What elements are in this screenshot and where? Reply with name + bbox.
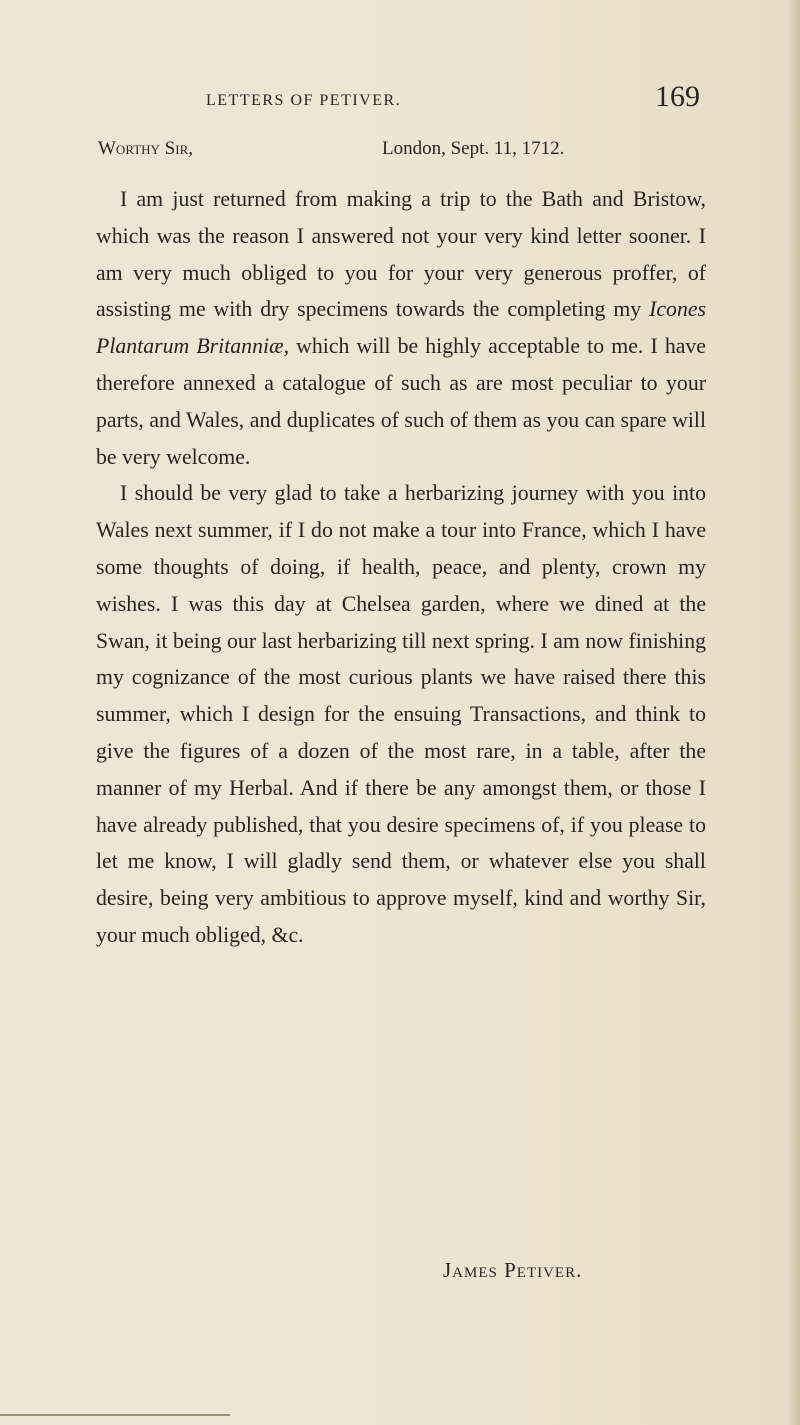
letter-body	[96, 181, 706, 954]
paragraph-1	[96, 181, 706, 475]
paragraph-1-part-a: I am just returned from making a trip to the Bath and Bristow, which was the reason I answered not your very kind letter sooner. I am very much obliged to you for your very generous proffer, of assisting me with dry specimens towards the completing my	[96, 187, 706, 322]
book-title: Icones Plantarum Britanniæ,	[96, 297, 706, 359]
paragraph-1-part-b: which will be highly acceptable to me. I have therefore annexed a catalogue of such as are most peculiar to your parts, and Wales, and duplicates of such of them as you can spare will be very welcome.	[96, 334, 706, 469]
page-number: 169	[655, 80, 700, 113]
page-edge	[786, 0, 800, 1425]
signature: James Petiver.	[443, 1258, 583, 1282]
bottom-rule	[0, 1414, 230, 1416]
running-head: LETTERS OF PETIVER.	[206, 92, 402, 109]
paragraph-2: I should be very glad to take a herbarizing journey with you into Wales next summer, if I do not make a tour into France, which I have some thoughts of doing, if health, peace, and plenty, crown my wishes. I was this day at Chelsea garden, where we dined at the Swan, it being our last herbarizing till next spring. I am now finishing my cognizance of the most curious plants we have raised there this summer, which I design for the ensuing Transactions, and think to give the figures of a dozen of the most rare, in a table, after the manner of my Herbal. And if there be any amongst them, or those I have already published, that you desire specimens of, if you please to let me know, I will gladly send them, or whatever else you shall desire, being very ambitious to approve myself, kind and worthy Sir, your much obliged, &c.	[96, 481, 706, 947]
dateline: London, Sept. 11, 1712.	[382, 138, 565, 159]
salutation: Worthy Sir,	[98, 138, 193, 159]
